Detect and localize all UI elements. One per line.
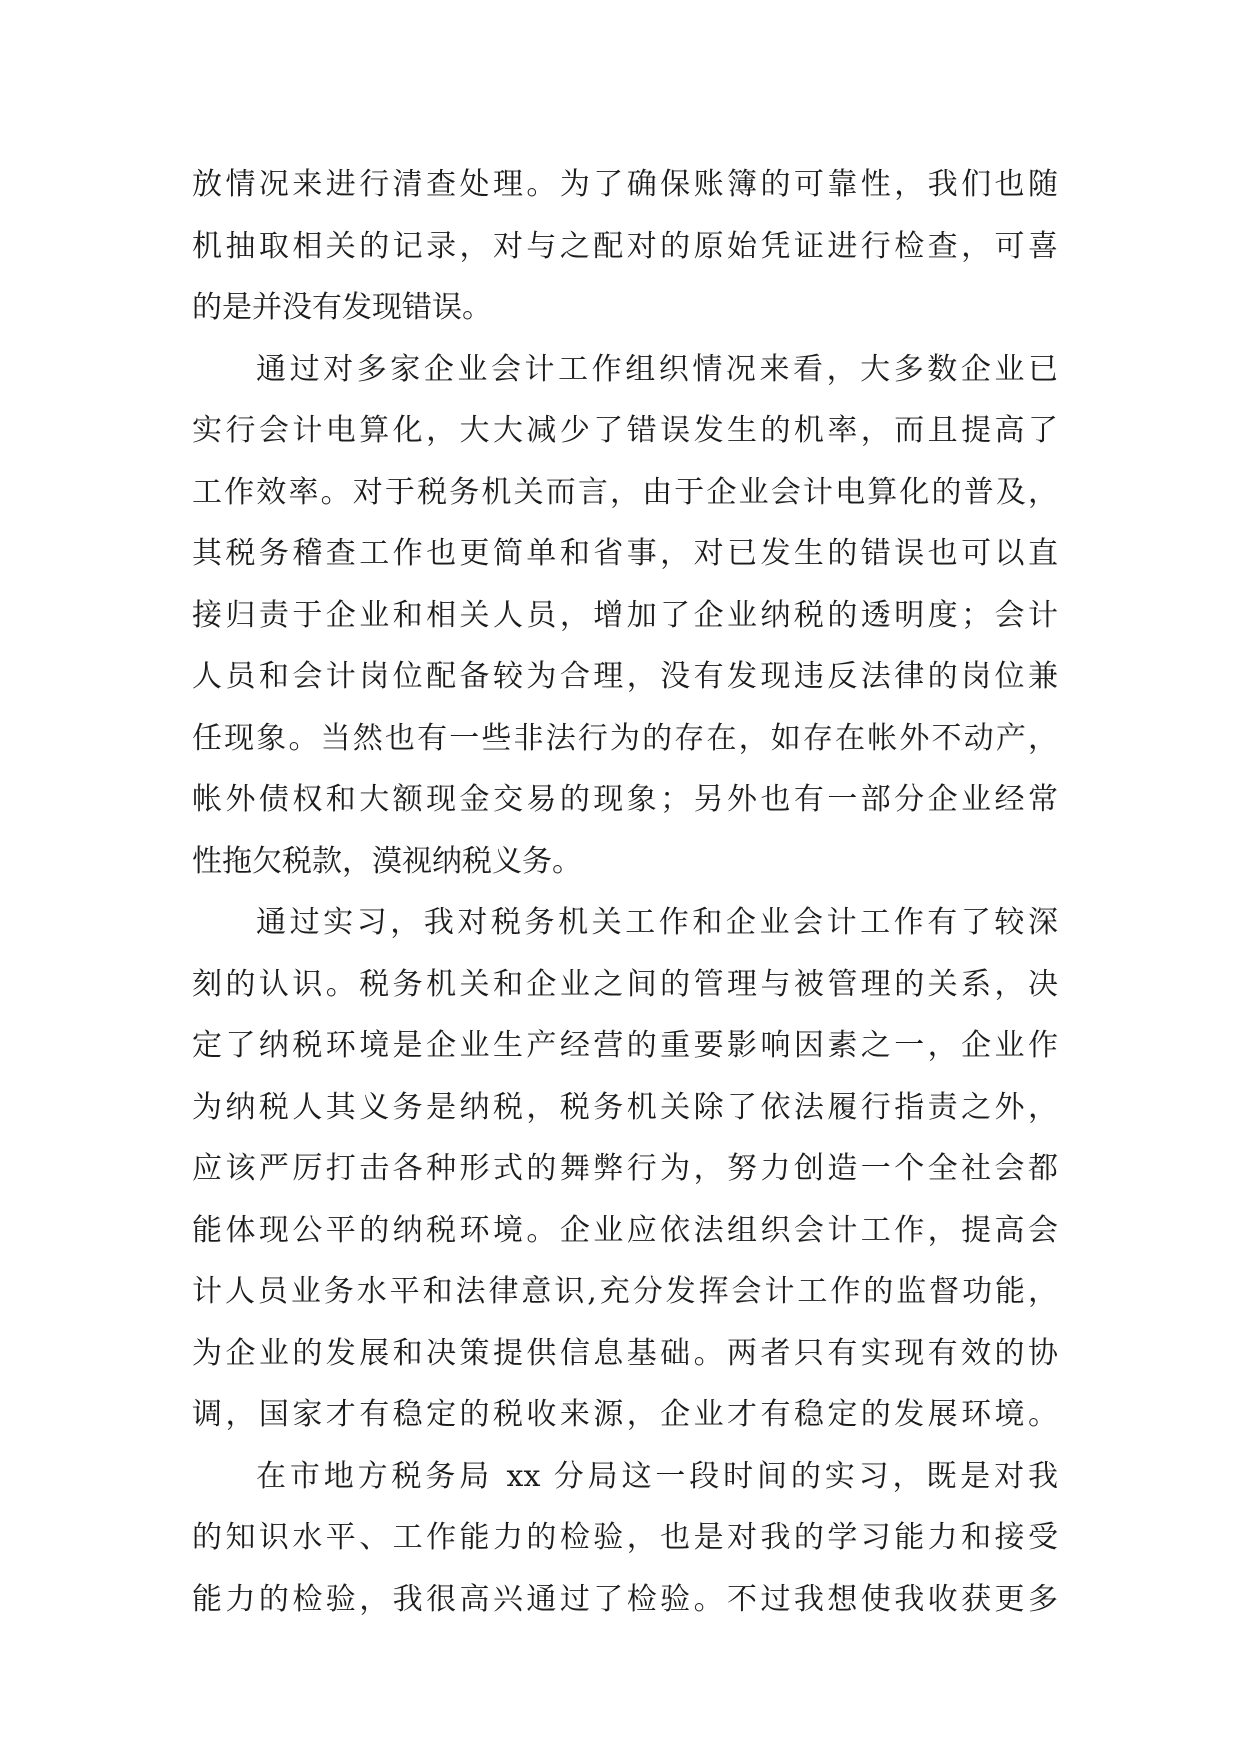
text-line: 实行会计电算化，大大减少了错误发生的机率，而且提高了 (192, 413, 1058, 448)
text-line: 的知识水平、工作能力的检验，也是对我的学习能力和接受 (192, 1520, 1058, 1555)
text-line: 能力的检验，我很高兴通过了检验。不过我想使我收获更多 (192, 1581, 1058, 1617)
text-line: 通过实习，我对税务机关工作和企业会计工作有了较深 (256, 905, 1058, 940)
text-line: 计人员业务水平和法律意识,充分发挥会计工作的监督功能， (192, 1274, 1058, 1309)
text-line: 机抽取相关的记录，对与之配对的原始凭证进行检查，可喜 (192, 228, 1058, 264)
text-line: 应该严厉打击各种形式的舞弊行为，努力创造一个全社会都 (192, 1151, 1058, 1186)
text-line: 性拖欠税款，漠视纳税义务。 (192, 843, 582, 879)
text-line: 为纳税人其义务是纳税，税务机关除了依法履行指责之外， (192, 1089, 1058, 1125)
text-line: 的是并没有发现错误。 (192, 290, 492, 325)
paragraph-continuation (192, 154, 1058, 339)
text-line: 能体现公平的纳税环境。企业应依法组织会计工作，提高会 (192, 1212, 1058, 1248)
text-line: 工作效率。对于税务机关而言，由于企业会计电算化的普及， (192, 474, 1058, 510)
text-line: 通过对多家企业会计工作组织情况来看，大多数企业已 (256, 351, 1058, 387)
text-line: 其税务稽查工作也更简单和省事，对已发生的错误也可以直 (192, 536, 1058, 571)
text-line: 定了纳税环境是企业生产经营的重要影响因素之一，企业作 (192, 1028, 1058, 1063)
paragraph-internship-insights (192, 892, 1058, 1446)
text-line: 调，国家才有稳定的税收来源，企业才有稳定的发展环境。 (192, 1397, 1058, 1432)
text-line: 帐外债权和大额现金交易的现象；另外也有一部分企业经常 (192, 782, 1058, 817)
paragraph-internship-summary (192, 1446, 1058, 1631)
paragraph-accounting-organization (192, 339, 1058, 893)
text-line: 刻的认识。税务机关和企业之间的管理与被管理的关系，决 (192, 966, 1058, 1002)
text-line: 人员和会计岗位配备较为合理，没有发现违反法律的岗位兼 (192, 659, 1058, 694)
body-text (192, 154, 1058, 1630)
text-line: 在市地方税务局 xx 分局这一段时间的实习，既是对我 (256, 1458, 1058, 1494)
text-line: 放情况来进行清查处理。为了确保账簿的可靠性，我们也随 (192, 167, 1058, 202)
text-line: 接归责于企业和相关人员，增加了企业纳税的透明度；会计 (192, 597, 1058, 633)
text-line: 任现象。当然也有一些非法行为的存在，如存在帐外不动产， (192, 720, 1058, 756)
text-line: 为企业的发展和决策提供信息基础。两者只有实现有效的协 (192, 1335, 1058, 1371)
